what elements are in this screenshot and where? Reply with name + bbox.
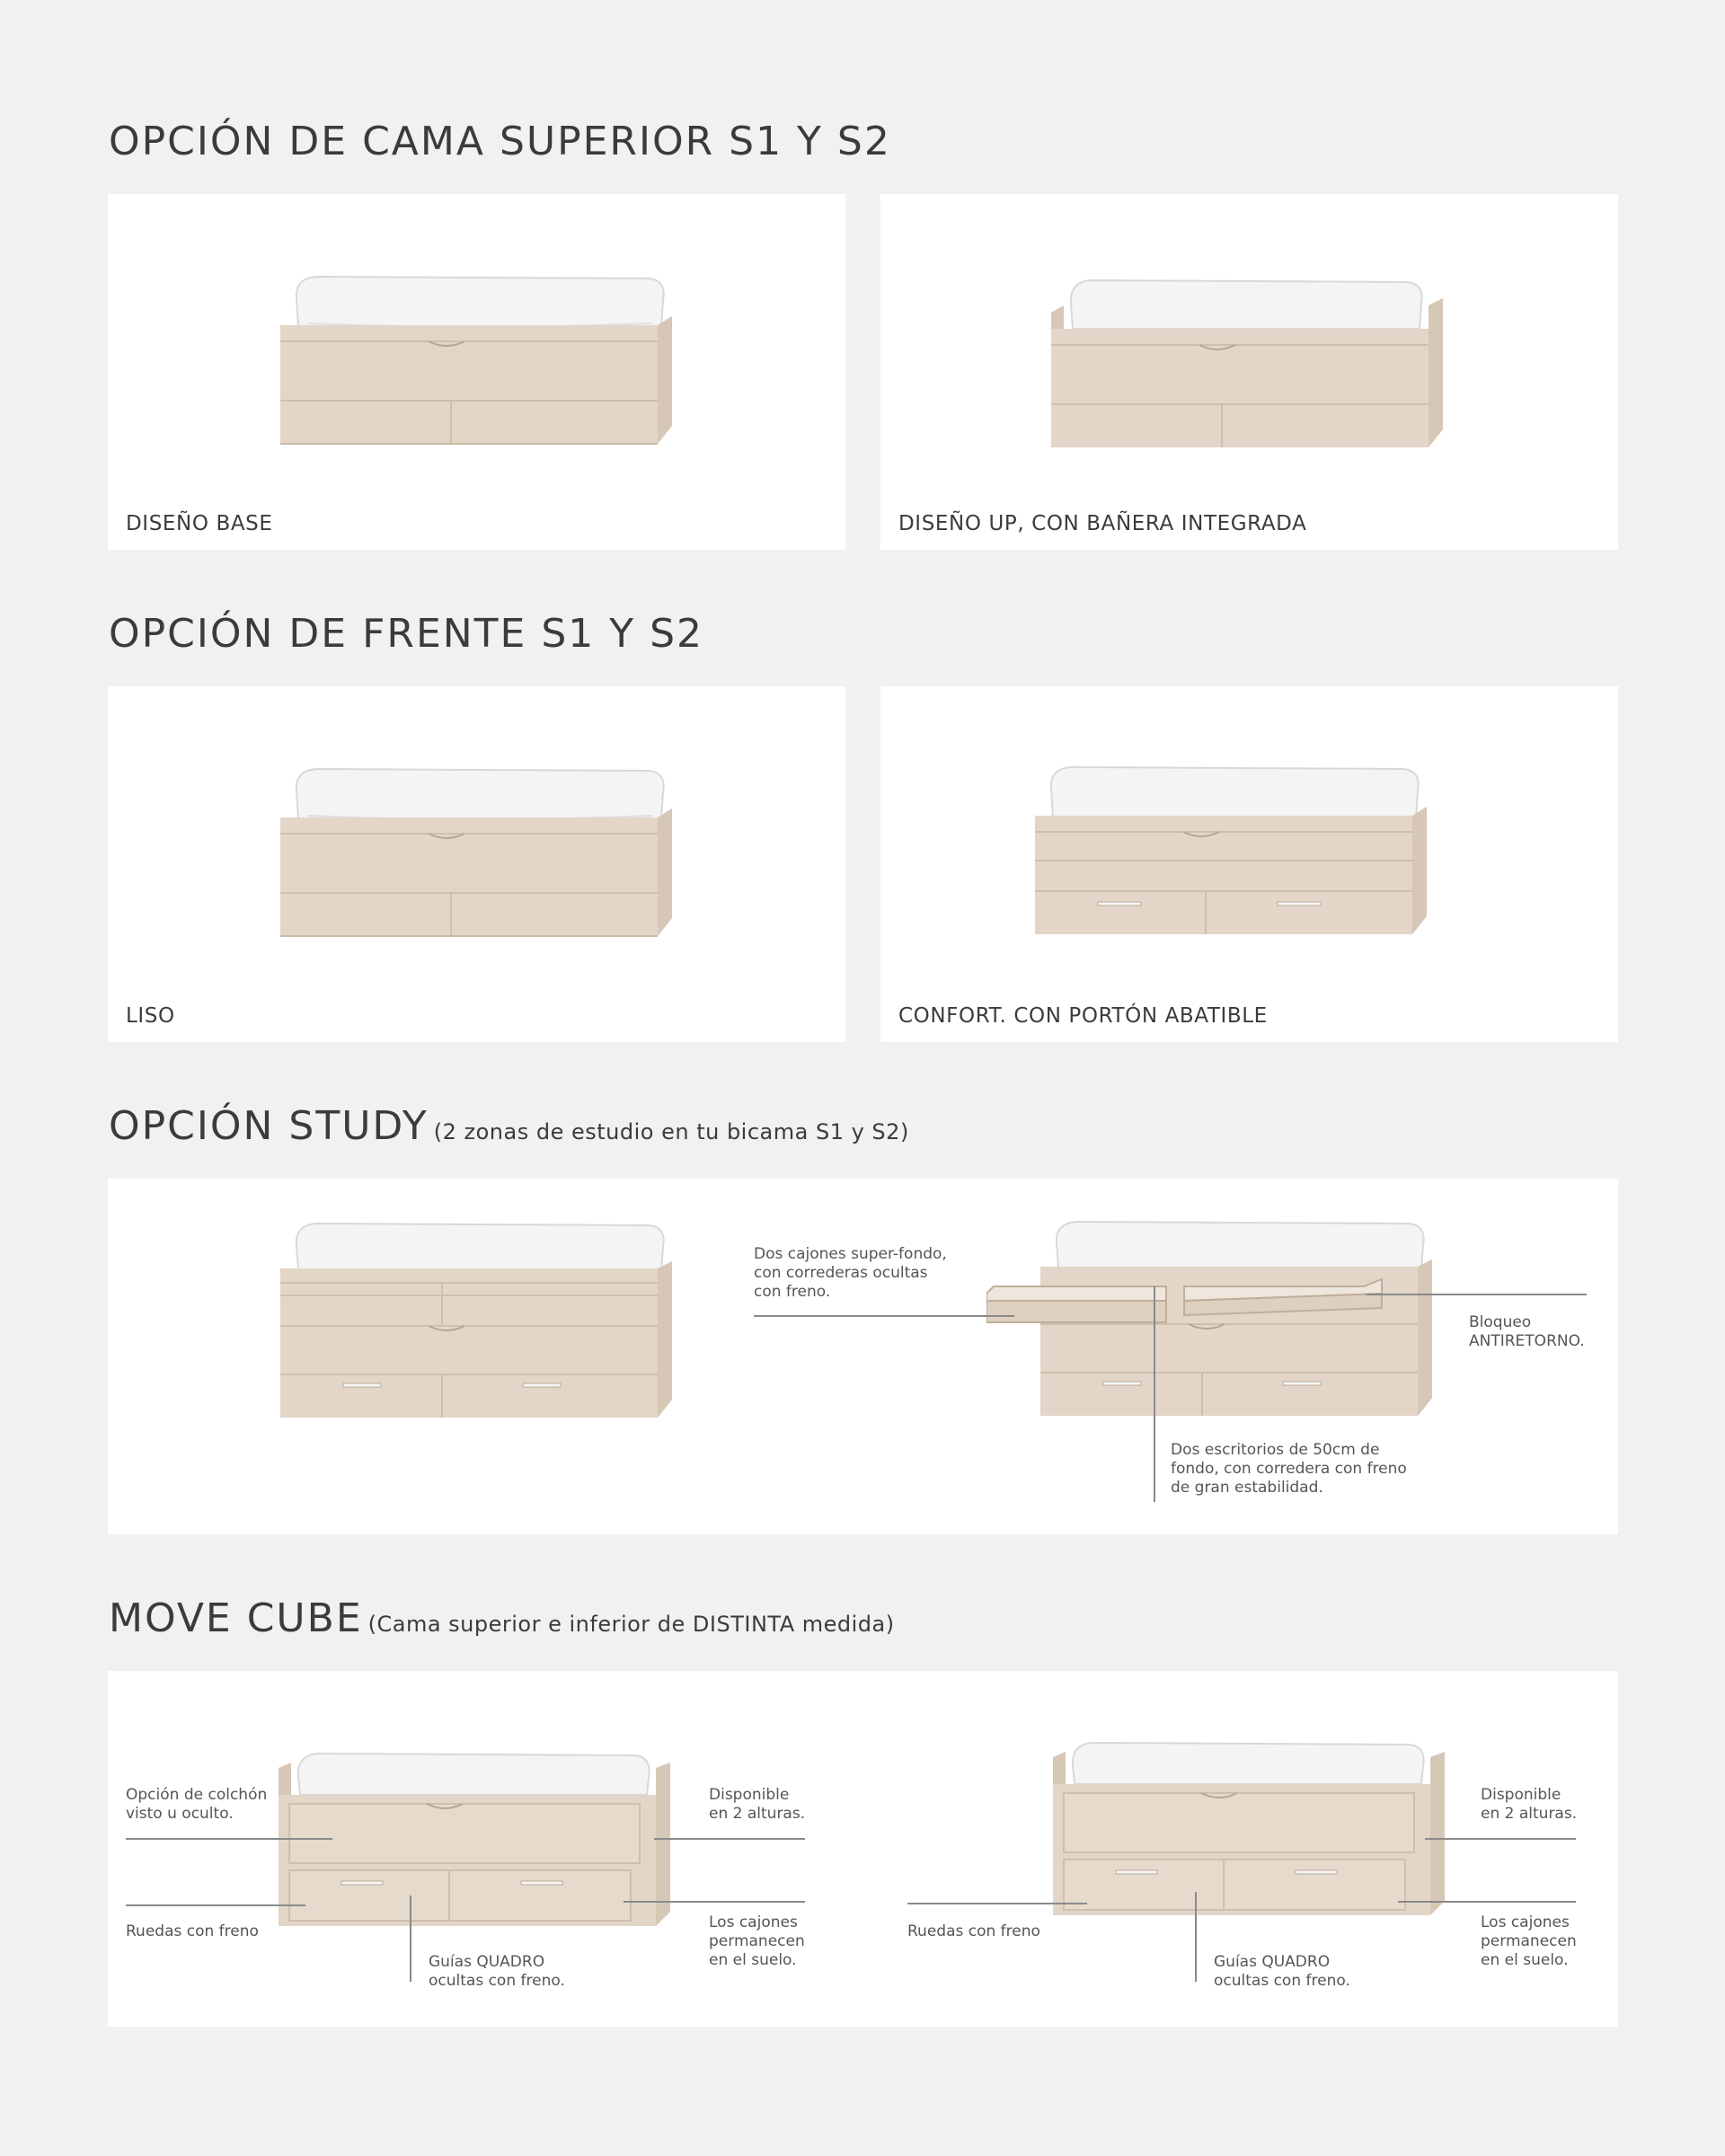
study-title-text: OPCIÓN STUDY	[109, 1103, 429, 1149]
anno-move-wheels-left: Ruedas con freno	[126, 1922, 259, 1940]
anno-move-guides-left: Guías QUADRO ocultas con freno.	[429, 1953, 565, 1990]
bed-liso-image	[280, 765, 676, 954]
anno-move-mattress: Opción de colchón visto u oculto.	[126, 1786, 268, 1823]
anno-study-desks: Dos escritorios de 50cm de fondo, con corredera con freno de gran estabilidad.	[1171, 1441, 1407, 1497]
section-title-study	[109, 1103, 909, 1149]
bed-study-open-image	[986, 1218, 1454, 1434]
anno-move-heights-left: Disponible en 2 alturas.	[709, 1786, 806, 1823]
label-confort: CONFORT. CON PORTÓN ABATIBLE	[898, 1004, 1268, 1028]
label-liso: LISO	[126, 1004, 175, 1028]
label-diseno-up: DISEÑO UP, CON BAÑERA INTEGRADA	[898, 512, 1307, 535]
leader-line-guides-right	[1195, 1892, 1197, 1982]
anno-move-floor-left: Los cajones permanecen en el suelo.	[709, 1913, 805, 1969]
anno-move-floor-right: Los cajones permanecen en el suelo.	[1481, 1913, 1577, 1969]
anno-move-heights-right: Disponible en 2 alturas.	[1481, 1786, 1578, 1823]
bed-move-left-image	[279, 1750, 674, 1939]
card-liso	[108, 686, 845, 1042]
bed-diseno-base-image	[280, 273, 676, 462]
leader-line-lock	[1366, 1294, 1587, 1295]
anno-move-wheels-right: Ruedas con freno	[907, 1922, 1040, 1940]
move-title-text: MOVE CUBE	[109, 1595, 363, 1641]
leader-line-guides-left	[410, 1895, 411, 1982]
bed-study-closed-image	[280, 1220, 676, 1436]
bed-diseno-up-image	[1051, 277, 1446, 465]
move-subtitle: (Cama superior e inferior de DISTINTA medida)	[367, 1612, 895, 1637]
card-diseno-base	[108, 194, 845, 550]
bed-move-right-image	[1053, 1739, 1448, 1928]
study-subtitle: (2 zonas de estudio en tu bicama S1 y S2)	[433, 1119, 909, 1144]
leader-line-heights-left	[654, 1838, 805, 1840]
card-move-cube	[108, 1671, 1618, 2027]
leader-line-floor-right	[1398, 1901, 1576, 1903]
leader-line-desks	[1154, 1286, 1155, 1502]
anno-move-guides-right: Guías QUADRO ocultas con freno.	[1214, 1953, 1350, 1990]
leader-line-wheels-left	[126, 1904, 305, 1906]
leader-line-drawers	[754, 1315, 1014, 1317]
card-study	[108, 1179, 1618, 1534]
card-confort	[880, 686, 1618, 1042]
leader-line-wheels-right	[907, 1903, 1087, 1904]
anno-study-drawers: Dos cajones super-fondo, con correderas ocultas con freno.	[754, 1245, 947, 1301]
card-diseno-up	[880, 194, 1618, 550]
leader-line-mattress	[126, 1838, 332, 1840]
section-title-move-cube	[109, 1595, 895, 1641]
leader-line-heights-right	[1425, 1838, 1576, 1840]
label-diseno-base: DISEÑO BASE	[126, 512, 273, 535]
anno-study-lock: Bloqueo ANTIRETORNO.	[1469, 1313, 1585, 1350]
section-title-upper-bed: OPCIÓN DE CAMA SUPERIOR S1 Y S2	[109, 119, 891, 164]
section-title-front: OPCIÓN DE FRENTE S1 Y S2	[109, 611, 704, 657]
leader-line-floor-left	[624, 1901, 805, 1903]
bed-confort-image	[1035, 764, 1430, 952]
